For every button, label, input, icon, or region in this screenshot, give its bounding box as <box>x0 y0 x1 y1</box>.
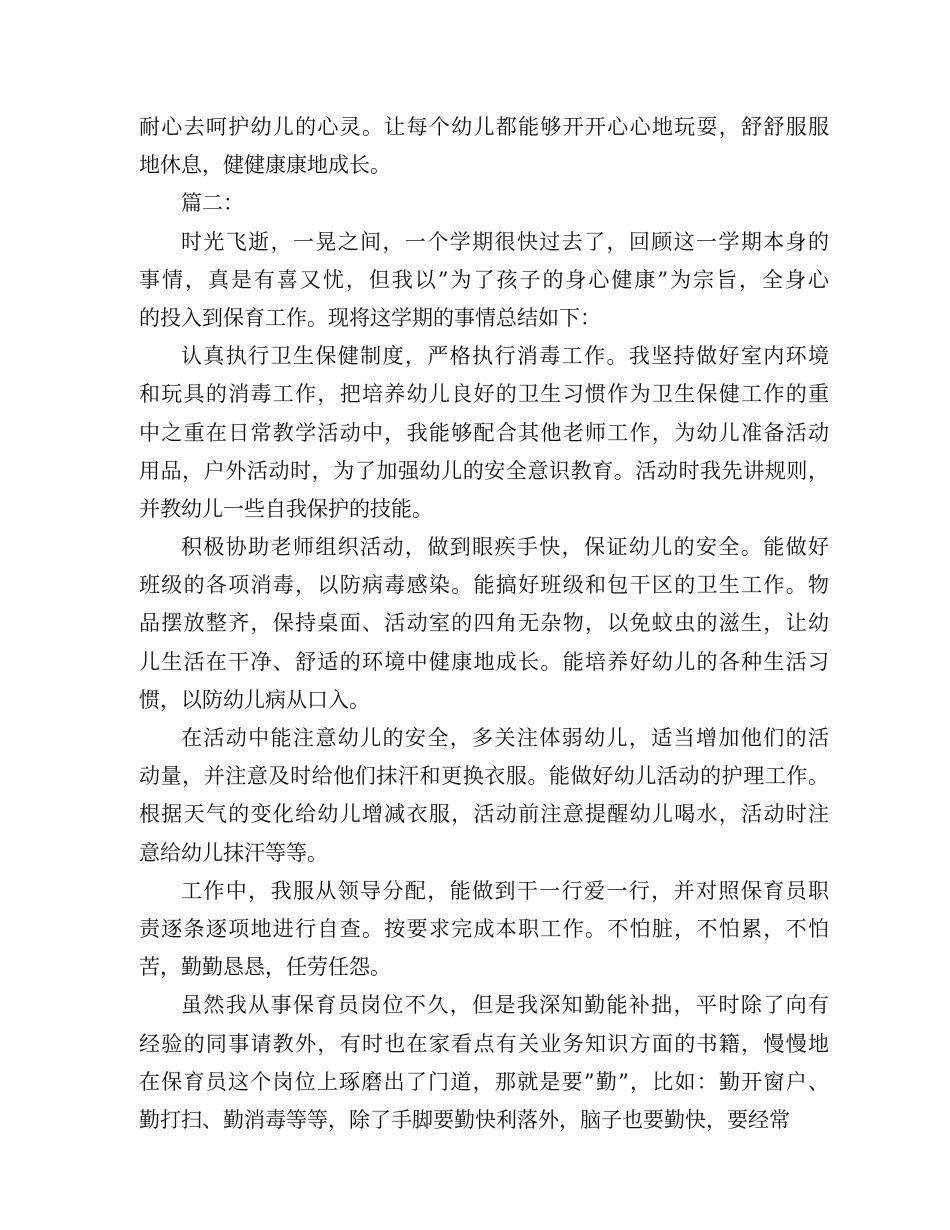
text-line: 在活动中能注意幼儿的安全，多关注体弱幼儿，适当增加他们的活 <box>181 726 829 750</box>
text-line: 惯，以防幼儿病从口入。 <box>139 687 370 712</box>
text-line: 事情，真是有喜又忧，但我以”为了孩子的身心健康”为宗旨，全身心 <box>139 267 829 292</box>
text-line: 用品，户外活动时，为了加强幼儿的安全意识教育。活动时我先讲规则， <box>139 458 829 483</box>
paragraph <box>139 108 829 184</box>
text-line: 地休息，健健康康地成长。 <box>139 153 391 178</box>
document-body <box>139 108 829 1139</box>
text-line: 认真执行卫生保健制度，严格执行消毒工作。我坚持做好室内环境 <box>181 344 829 369</box>
paragraph <box>139 986 829 1139</box>
text-line: 积极协助老师组织活动，做到眼疾手快，保证幼儿的安全。能做好 <box>181 535 829 560</box>
text-line: 苦，勤勤恳恳，任劳任怨。 <box>139 955 391 980</box>
paragraph <box>139 528 829 719</box>
text-line: 时光飞逝，一晃之间，一个学期很快过去了，回顾这一学期本身的 <box>181 229 829 254</box>
text-line: 动量，并注意及时给他们抹汗和更换衣服。能做好幼儿活动的护理工作。 <box>139 764 829 789</box>
paragraph <box>139 872 829 987</box>
text-line: 在保育员这个岗位上琢磨出了门道，那就是要”勤”，比如：勤开窗户、 <box>139 1069 829 1094</box>
text-line: 勤打扫、勤消毒等等，除了手脚要勤快利落外，脑子也要勤快，要经常 <box>139 1107 790 1132</box>
text-line: 并教幼儿一些自我保护的技能。 <box>139 496 433 521</box>
text-line: 耐心去呵护幼儿的心灵。让每个幼儿都能够开开心心地玩耍，舒舒服服 <box>139 115 829 139</box>
text-line: 意给幼儿抹汗等等。 <box>139 840 328 865</box>
text-line: 篇二： <box>181 191 244 216</box>
text-line: 经验的同事请教外，有时也在家看点有关业务知识方面的书籍，慢慢地 <box>139 1031 829 1056</box>
paragraph <box>139 337 829 528</box>
paragraph <box>139 184 829 222</box>
text-line: 儿生活在干净、舒适的环境中健康地成长。能培养好幼儿的各种生活习 <box>139 649 829 674</box>
text-line: 和玩具的消毒工作，把培养幼儿良好的卫生习惯作为卫生保健工作的重 <box>139 382 829 407</box>
text-line: 责逐条逐项地进行自查。按要求完成本职工作。不怕脏，不怕累，不怕 <box>139 916 829 941</box>
text-line: 中之重在日常教学活动中，我能够配合其他老师工作，为幼儿准备活动 <box>139 420 829 445</box>
text-line: 班级的各项消毒，以防病毒感染。能搞好班级和包干区的卫生工作。物 <box>139 573 829 598</box>
text-line: 工作中，我服从领导分配，能做到干一行爱一行，并对照保育员职 <box>181 878 829 903</box>
text-line: 虽然我从事保育员岗位不久，但是我深知勤能补拙，平时除了向有 <box>181 993 829 1018</box>
text-line: 的投入到保育工作。现将这学期的事情总结如下： <box>139 305 601 330</box>
paragraph <box>139 223 829 338</box>
text-line: 品摆放整齐，保持桌面、活动室的四角无杂物，以免蚊虫的滋生，让幼 <box>139 611 829 636</box>
text-line: 根据天气的变化给幼儿增减衣服，活动前注意提醒幼儿喝水，活动时注 <box>139 802 829 827</box>
paragraph <box>139 719 829 872</box>
